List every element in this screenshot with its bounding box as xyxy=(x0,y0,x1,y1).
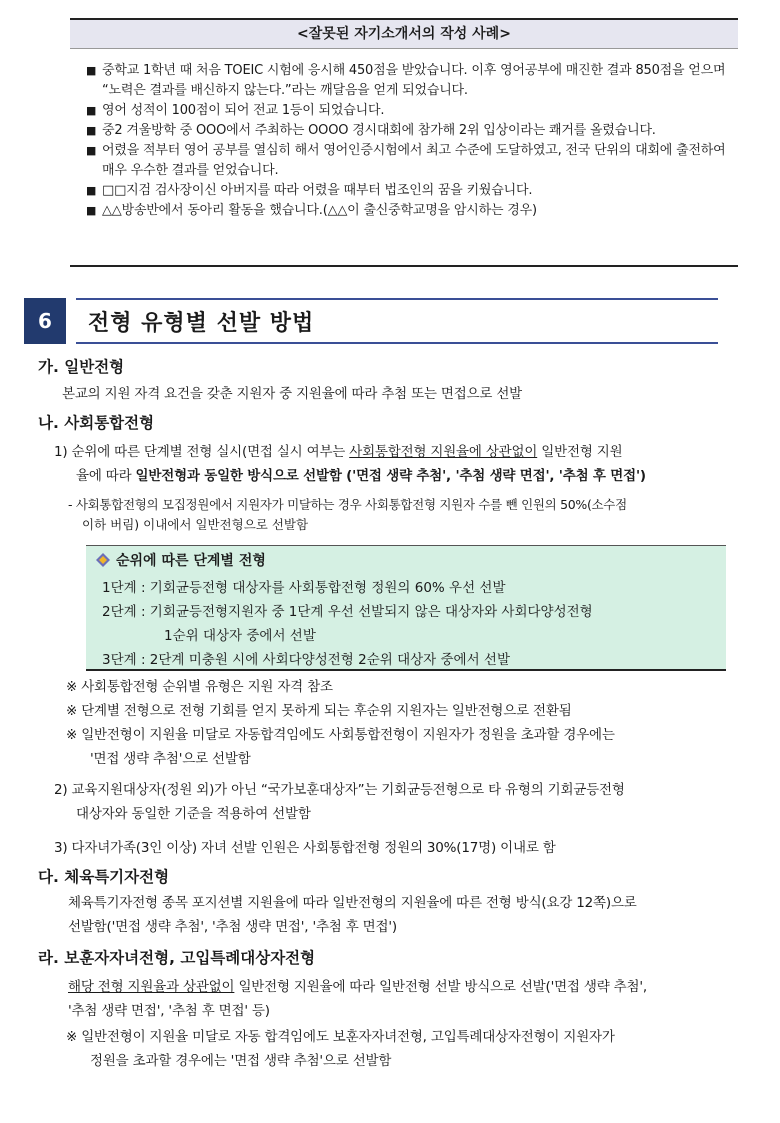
underlined-text: 해당 전형 지원율과 상관없이 xyxy=(68,979,235,995)
social-dash-line2: 이하 버림) 이내에서 일반전형으로 선발함 xyxy=(82,517,309,532)
text-segment: 율에 따라 xyxy=(76,468,136,484)
bad-examples-list xyxy=(70,49,738,221)
divider xyxy=(76,342,718,344)
social-item-3: 3) 다자녀가족(3인 이상) 자녀 선발 인원은 사회통합전형 정원의 30%(17명) 이내로 함 xyxy=(54,840,556,856)
note: ※ 사회통합전형 순위별 유형은 지원 자격 참조 xyxy=(66,679,333,695)
stage-3: 3단계 : 2단계 미충원 시에 사회다양성전형 2순위 대상자 중에서 선발 xyxy=(102,652,511,668)
list-item: ■ △△방송반에서 동아리 활동을 했습니다.(△△이 출신중학교명을 암시하는 경우) xyxy=(86,201,732,221)
divider xyxy=(76,298,718,300)
heading-general: 가. 일반전형 xyxy=(38,358,125,376)
general-text: 본교의 지원 자격 요건을 갖춘 지원자 중 지원율에 따라 추첨 또는 면접으로 선발 xyxy=(62,386,523,402)
stage-box xyxy=(86,545,726,671)
section-number: 6 xyxy=(24,298,66,344)
list-item: ■ 어렸을 적부터 영어 공부를 열심히 해서 영어인증시험에서 최고 수준에 도달하였고, 전국 단위의 대회에 출전하여 매우 우수한 결과를 얻었습니다. xyxy=(86,141,732,181)
sports-text-2: 선발함('면접 생략 추첨', '추첨 생략 면접', '추첨 후 면접') xyxy=(68,919,397,935)
bad-examples-box xyxy=(70,18,738,221)
bold-text: 일반전형과 동일한 방식으로 선발함 ('면접 생략 추첨', '추첨 생략 면접', '추첨 후 면접') xyxy=(135,468,646,484)
social-dash-line1: - 사회통합전형의 모집정원에서 지원자가 미달하는 경우 사회통합전형 지원자 수를 뺀 인원의 50%(소수점 xyxy=(68,497,627,512)
heading-social: 나. 사회통합전형 xyxy=(38,414,155,432)
heading-sports: 다. 체육특기자전형 xyxy=(38,868,170,886)
note: ※ 단계별 전형으로 전형 기회를 얻지 못하게 되는 후순위 지원자는 일반전형으로 전환됨 xyxy=(66,703,572,719)
bad-examples-title: <잘못된 자기소개서의 작성 사례> xyxy=(70,18,738,49)
social-item-2-cont: 대상자와 동일한 기준을 적용하여 선발함 xyxy=(76,806,311,822)
sports-text-1: 체육특기자전형 종목 포지션별 지원율에 따라 일반전형의 지원율에 따른 전형 방식(요강 12쪽)으로 xyxy=(68,895,637,911)
veterans-text-1 xyxy=(68,975,647,999)
diamond-icon xyxy=(96,553,110,567)
text-segment: 1) 순위에 따른 단계별 전형 실시(면접 실시 여부는 xyxy=(54,444,350,460)
veterans-note-cont: 정원을 초과할 경우에는 '면접 생략 추첨'으로 선발함 xyxy=(90,1053,392,1069)
section-header xyxy=(24,298,718,344)
text-segment: 일반전형 지원 xyxy=(537,444,623,460)
list-item: ■ 영어 성적이 100점이 되어 전교 1등이 되었습니다. xyxy=(86,101,732,121)
social-item-1 xyxy=(54,440,766,464)
stage-2-cont: 1순위 대상자 중에서 선발 xyxy=(164,628,316,644)
note-cont: '면접 생략 추첨'으로 선발함 xyxy=(90,751,251,767)
divider xyxy=(70,265,738,267)
heading-veterans: 라. 보훈자자녀전형, 고입특례대상자전형 xyxy=(38,949,316,967)
list-item: ■ □□지검 검사장이신 아버지를 따라 어렸을 때부터 법조인의 꿈을 키웠습니다. xyxy=(86,181,732,201)
stage-box-title: 순위에 따른 단계별 전형 xyxy=(116,553,266,569)
section-title: 전형 유형별 선발 방법 xyxy=(88,311,315,336)
veterans-text-2: '추첨 생략 면접', '추첨 후 면접' 등) xyxy=(68,1003,270,1019)
underlined-text: 사회통합전형 지원율에 상관없이 xyxy=(349,444,538,460)
social-item-1-cont xyxy=(76,464,646,488)
list-item: ■ 중학교 1학년 때 처음 TOEIC 시험에 응시해 450점을 받았습니다. 이후 영어공부에 매진한 결과 850점을 얻으며 “노력은 결과를 배신하지 않는다.”라는 깨달음을 얻게 되었습니다. xyxy=(86,61,732,101)
stage-box-heading xyxy=(96,550,266,572)
stage-2: 2단계 : 기회균등전형지원자 중 1단계 우선 선발되지 않은 대상자와 사회다양성전형 xyxy=(102,604,593,620)
stage-1: 1단계 : 기회균등전형 대상자를 사회통합전형 정원의 60% 우선 선발 xyxy=(102,580,506,596)
list-item: ■ 중2 겨울방학 중 OOO에서 주최하는 OOOO 경시대회에 참가해 2위 입상이라는 쾌거를 올렸습니다. xyxy=(86,121,732,141)
social-item-2: 2) 교육지원대상자(정원 외)가 아닌 “국가보훈대상자”는 기회균등전형으로 타 유형의 기회균등전형 xyxy=(54,782,625,798)
veterans-note: ※ 일반전형이 지원율 미달로 자동 합격임에도 보훈자자녀전형, 고입특례대상자전형이 지원자가 xyxy=(66,1029,615,1045)
text-segment: 일반전형 지원율에 따라 일반전형 선발 방식으로 선발('면접 생략 추첨', xyxy=(234,979,647,995)
note: ※ 일반전형이 지원율 미달로 자동합격임에도 사회통합전형이 지원자가 정원을 초과할 경우에는 xyxy=(66,727,615,743)
